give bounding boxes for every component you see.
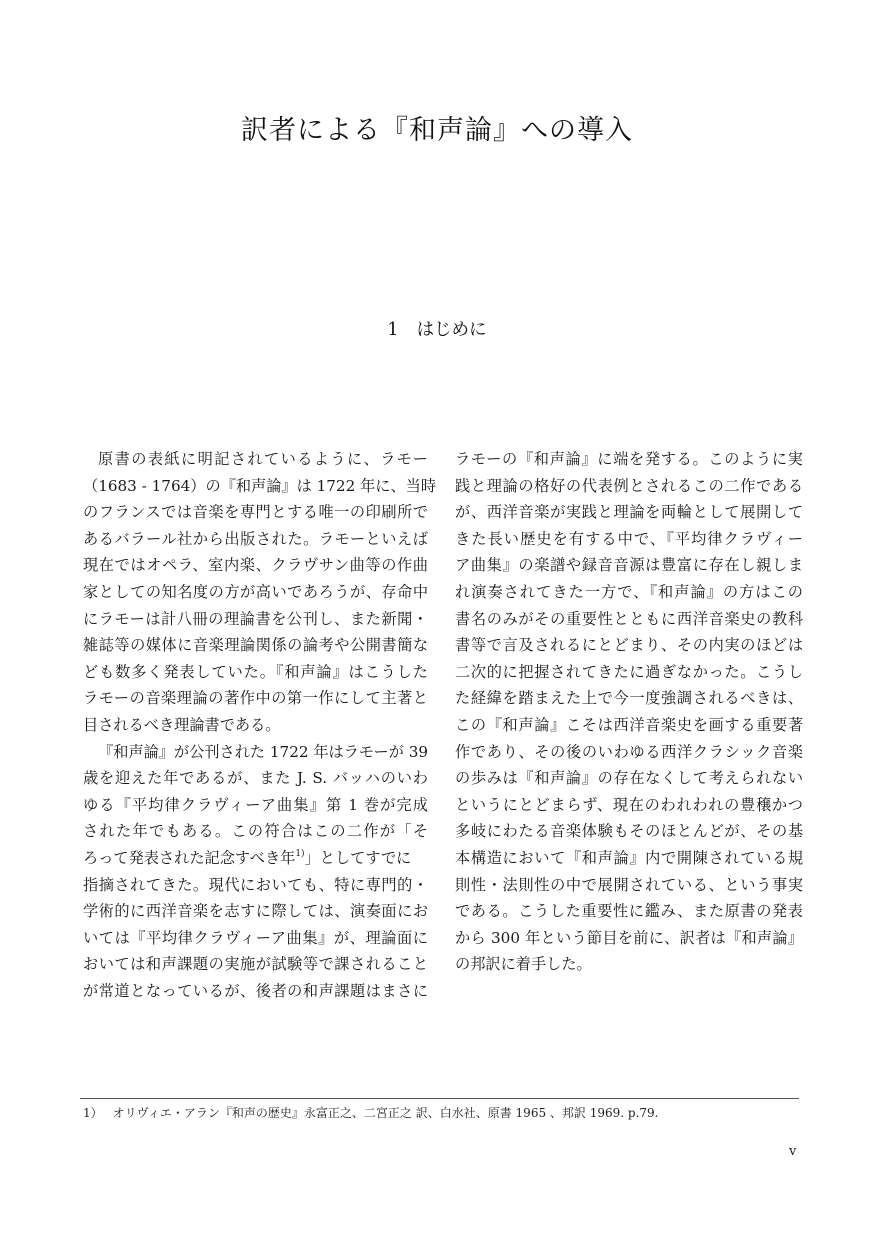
text-line: 践と理論の格好の代表例とされるこの二作である bbox=[455, 476, 803, 495]
footnote-text: オリヴィエ・アラン『和声の歴史』永富正之、二宮正之 訳、白水社、原書 1965 、邦訳 1969. p.79. bbox=[112, 1106, 659, 1120]
text-line: れ演奏されてきた一方で、『和声論』の方はこの bbox=[455, 582, 803, 601]
text-line: のフランスでは音楽を専門とする唯一の印刷所で bbox=[83, 503, 428, 522]
text-line: ラモーの音楽理論の著作中の第一作にして主著と bbox=[83, 689, 428, 708]
text-line: あるバラール社から出版された。ラモーといえば bbox=[83, 529, 428, 548]
text-line: の邦訳に着手した。 bbox=[455, 955, 592, 974]
text-line: ラモーの『和声論』に端を発する。このように実 bbox=[455, 450, 803, 468]
text-line: の歩みは『和声論』の存在なくして考えられない bbox=[455, 769, 803, 788]
text-line: いては『平均律クラヴィーア曲集』が、理論面に bbox=[83, 928, 428, 947]
footnote-mark: 1） bbox=[83, 1106, 103, 1120]
text-line: である。こうした重要性に鑑み、また原書の発表 bbox=[455, 902, 803, 921]
text-line: 指摘されてきた。現代においても、特に専門的・ bbox=[83, 875, 428, 894]
text-line: 書名のみがその重要性とともに西洋音楽史の教科 bbox=[455, 609, 803, 628]
text-line: 原書の表紙に明記されているように、ラモー bbox=[98, 450, 428, 468]
text-line: された年でもある。この符合はこの二作が「そ bbox=[83, 822, 428, 841]
footnote bbox=[83, 1104, 658, 1121]
text-line: 二次的に把握されてきたに過ぎなかった。こうし bbox=[455, 662, 803, 681]
section-title: はじめに bbox=[416, 320, 487, 340]
text-line: 本構造において『和声論』内で開陳されている規 bbox=[455, 848, 803, 867]
text-line: 学術的に西洋音楽を志すに際しては、演奏面にお bbox=[83, 902, 428, 921]
text-line: が常道となっているが、後者の和声課題はまさに bbox=[83, 981, 428, 1000]
text-line-with-footnote: ろって発表された記念すべき年$^{1)}$」としてすでに bbox=[83, 848, 412, 867]
text-line: 家としての知名度の方が高いであろうが、存命中 bbox=[83, 582, 428, 601]
footnote-reference[interactable]: 1) bbox=[295, 848, 305, 859]
text-line: 『和声論』が公刊された 1722 年はラモーが 39 bbox=[98, 742, 429, 761]
text-line: 則性・法則性の中で展開されている、という事実 bbox=[455, 875, 803, 894]
text-line: にラモーは計八冊の理論書を公刊し、また新聞・ bbox=[83, 609, 428, 628]
text-line: ゆる『平均律クラヴィーア曲集』第 1 巻が完成 bbox=[83, 795, 428, 814]
text-line: 歳を迎えた年であるが、また J. S. バッハのいわ bbox=[83, 769, 428, 788]
text-line: ども数多く発表していた。『和声論』はこうした bbox=[83, 662, 428, 681]
text-line: 目されるべき理論書である。 bbox=[83, 715, 281, 734]
text-line: きた長い歴史を有する中で、『平均律クラヴィー bbox=[455, 529, 803, 548]
section-number: 1 bbox=[387, 320, 399, 340]
text-line: が、西洋音楽が実践と理論を両輪として展開して bbox=[455, 503, 803, 522]
text-line: た経緯を踏まえた上で今一度強調されるべきは、 bbox=[455, 689, 803, 708]
page-number: v bbox=[789, 1144, 797, 1159]
text-line: この『和声論』こそは西洋音楽史を画する重要著 bbox=[455, 715, 803, 734]
text-line: おいては和声課題の実施が試験等で課されること bbox=[83, 955, 428, 974]
chapter-title: 訳者による『和声論』への導入 bbox=[241, 115, 633, 146]
text-line: ア曲集』の楽譜や録音音源は豊富に存在し親しま bbox=[455, 556, 803, 575]
left-column bbox=[83, 446, 437, 1004]
text-line: 現在ではオペラ、室内楽、クラヴサン曲等の作曲 bbox=[83, 556, 428, 575]
text-line: というにとどまらず、現在のわれわれの豊穣かつ bbox=[455, 795, 803, 814]
text-line: 作であり、その後のいわゆる西洋クラシック音楽 bbox=[455, 742, 803, 761]
right-column bbox=[455, 446, 803, 978]
text-line: 書等で言及されるにとどまり、その内実のほどは bbox=[455, 636, 803, 655]
section-heading bbox=[0, 316, 874, 341]
footnote-divider bbox=[80, 1098, 799, 1099]
text-line: から 300 年という節目を前に、訳者は『和声論』 bbox=[455, 928, 803, 947]
text-line: 雑誌等の媒体に音楽理論関係の論考や公開書簡な bbox=[83, 636, 428, 655]
text-line: （1683 - 1764）の『和声論』は 1722 年に、当時 bbox=[83, 476, 437, 495]
text-line: 多岐にわたる音楽体験もそのほとんどが、その基 bbox=[455, 822, 803, 841]
